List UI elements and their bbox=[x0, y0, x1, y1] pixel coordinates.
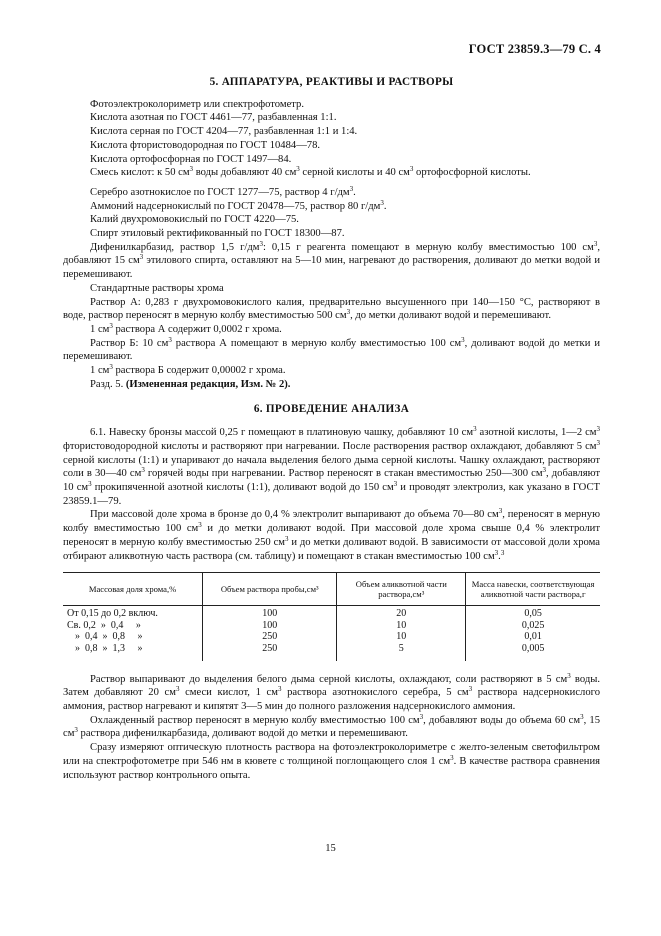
table-cell: 0,005 bbox=[466, 643, 600, 661]
table-row bbox=[63, 631, 600, 643]
reagent-item: Фотоэлектроколориметр или спектрофотометр. bbox=[90, 98, 304, 110]
table-header-row bbox=[63, 573, 600, 606]
table-row bbox=[63, 620, 600, 632]
reagent-item: Серебро азотнокислое по ГОСТ 1277—75, раствор 4 $г/дм^3$. bbox=[90, 184, 356, 198]
table-cell: 250 bbox=[203, 643, 337, 661]
revision-note: Разд. 5. (Измененная редакция, Изм. № 2). bbox=[90, 378, 291, 390]
table-row bbox=[63, 643, 600, 661]
table-cell: 250 bbox=[203, 631, 337, 643]
reagent-item: Спирт этиловый ректификованный по ГОСТ 18300—87. bbox=[90, 228, 345, 240]
analysis-paragraph-1: 6.1. Навеску бронзы массой 0,25 г помещают в платиновую чашку, добавляют 10 $см^3$ азотной кислоты, 1—2 $см^3$ фтористоводородной кислоты и растворяют при нагревании. После растворения раствор охлаждают, добавляют 5 $см^3$ серной кислоты (1:1) и упаривают до начала выделения белого дыма серной кислоты. Чашку охлаждают, растворяют соли в 30—40 $см^3$ горячей воды при нагревании. Раствор переносят в стакан вместимостью 250—300 $см^3$, добавляют 10 $см^3$ прокипяченной азотной кислоты (1:1), доливают водой до 150 $см^3$ и проводят электролиз, как указано в ГОСТ 23859.1—79. bbox=[63, 425, 600, 507]
page-number: 15 bbox=[325, 843, 336, 854]
diphenylcarbazide-paragraph: Дифенилкарбазид, раствор 1,5 $г/дм^3$: 0,15 г реагента помещают в мерную колбу вместимостью 100 $см^3$, добавляют 15 $см^3$ этилового спирта, оставляют на 5—10 мин, нагревают до растворения, доливают до метки водой и перемешивают. bbox=[63, 239, 600, 281]
reagent-item: Кислота ортофосфорная по ГОСТ 1497—84. bbox=[90, 153, 292, 165]
table-cell: 0,025 bbox=[466, 620, 600, 632]
standard-header: ГОСТ 23859.3—79 С. 4 bbox=[468, 42, 601, 56]
table-cell: » 0,8 » 1,3 » bbox=[75, 642, 143, 654]
column-header: Объем аликвотной части раствора,см³ bbox=[337, 573, 466, 606]
table-cell: 5 bbox=[337, 643, 466, 661]
table-cell: От 0,15 до 0,2 включ. bbox=[67, 608, 158, 620]
column-header: Объем раствора пробы,см³ bbox=[203, 573, 337, 606]
analysis-paragraph-5: Сразу измеряют оптическую плотность раствора на фотоэлектроколориметре с желто-зеленым светофильтром или на спектрофотометре при 546 нм в кювете с толщиной поглощающего слоя 1 $см^3$. В качестве раствора сравнения используют раствор контрольного опыта. bbox=[63, 742, 600, 781]
column-header: Массовая доля хрома,% bbox=[63, 573, 203, 606]
table-cell: Св. 0,2 » 0,4 » bbox=[67, 619, 141, 631]
document-body bbox=[63, 76, 600, 782]
table-cell: 20 bbox=[337, 606, 466, 620]
table-cell: » 0,4 » 0,8 » bbox=[75, 631, 143, 643]
solution-b-paragraph: Раствор Б: 10 $см^3$ раствора А помещают в мерную колбу вместимостью 100 $см^3$, доливают водой до метки и перемешивают. bbox=[63, 335, 600, 363]
solution-b-content: 1 $см^3$ раствора Б содержит 0,00002 г хрома. bbox=[90, 363, 286, 377]
analysis-paragraph-4: Охлажденный раствор переносят в мерную колбу вместимостью 100 $см^3$, добавляют воды до объема 60 $см^3$, 15 $см^3$ раствора дифенилкарбазида, доливают водой до метки и перемешивают. bbox=[63, 712, 601, 740]
reagent-item: Аммоний надсернокислый по ГОСТ 20478—75, раствор 80 $г/дм^3$. bbox=[90, 198, 387, 212]
solution-a-paragraph: Раствор А: 0,283 г двухромовокислого калия, предварительно высушенного при 140—150 °С, растворяют в воде, раствор переносят в мерную колбу вместимостью 500 $см^3$, до метки доливают водой и перемешивают. bbox=[63, 296, 600, 322]
table-cell: 0,01 bbox=[466, 631, 600, 643]
column-header: Масса навески, соответствующая аликвотной части раствора,г bbox=[466, 573, 600, 606]
analysis-paragraph-3: Раствор выпаривают до выделения белого дыма серной кислоты, охлаждают, соли растворяют в 5 $см^3$ воды. Затем добавляют 20 $см^3$ смеси кислот, 1 $см^3$ раствора азотнокислого серебра, 5 $см^3$ раствора надсернокислого аммония, раствор нагревают и кипятят 3—5 мин до полного разложения надсернокислого аммония. bbox=[63, 671, 601, 712]
solution-a-content: 1 $см^3$ раствора А содержит 0,0002 г хрома. bbox=[90, 321, 282, 335]
table-cell: 10 bbox=[337, 631, 466, 643]
table-cell: 0,05 bbox=[466, 606, 600, 620]
aliquot-table bbox=[63, 572, 600, 660]
table-row bbox=[63, 606, 600, 620]
reagent-item: Кислота азотная по ГОСТ 4461—77, разбавленная 1:1. bbox=[90, 112, 337, 124]
standard-solutions-heading: Стандартные растворы хрома bbox=[90, 282, 224, 294]
acid-mixture-paragraph: Смесь кислот: к 50 $см^3$ воды добавляют 40 $см^3$ серной кислоты и 40 $см^3$ ортофосфорной кислоты. bbox=[90, 165, 531, 179]
reagent-item: Кислота фтористоводородная по ГОСТ 10484—78. bbox=[90, 139, 321, 151]
section-5-title: 5. АППАРАТУРА, РЕАКТИВЫ И РАСТВОРЫ bbox=[209, 76, 454, 88]
section-6-title: 6. ПРОВЕДЕНИЕ АНАЛИЗА bbox=[253, 403, 410, 416]
reagent-item: Кислота серная по ГОСТ 4204—77, разбавленная 1:1 и 1:4. bbox=[90, 126, 358, 138]
table-cell: 100 bbox=[203, 606, 337, 620]
table-cell: 10 bbox=[337, 620, 466, 632]
table-cell: 100 bbox=[203, 620, 337, 632]
analysis-paragraph-2: При массовой доле хрома в бронзе до 0,4 % электролит выпаривают до объема 70—80 $см^3$, переносят в мерную колбу вместимостью 100 $см^3$ и до метки доливают водой. При массовой доле хрома свыше 0,4 % электролит переносят в мерную колбу вместимостью 250 $см^3$ и до метки доливают водой. В зависимости от массовой доли хрома отбирают аликвотную часть раствора (см. таблицу) и помещают в стакан вместимостью 100 $см^3.^3$ bbox=[63, 507, 600, 562]
reagent-item: Калий двухромовокислый по ГОСТ 4220—75. bbox=[90, 214, 299, 226]
